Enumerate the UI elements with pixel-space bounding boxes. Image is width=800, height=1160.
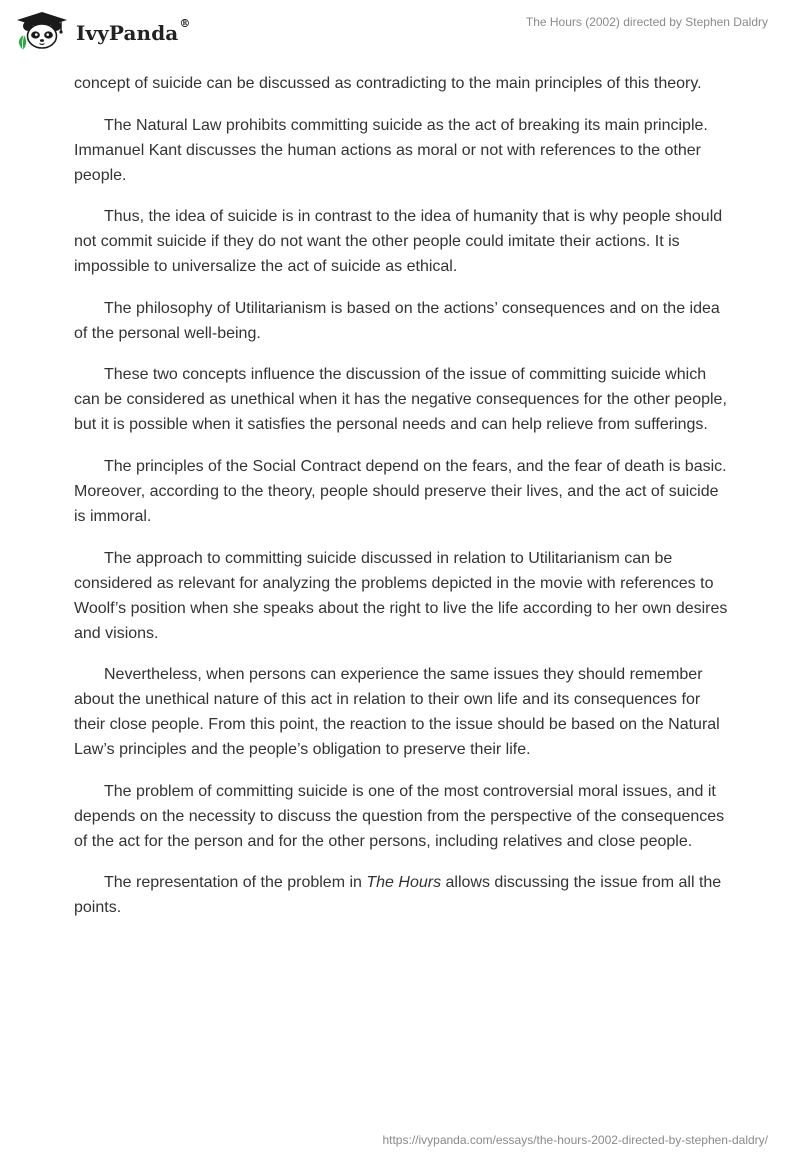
essay-body [74,71,734,937]
paragraph-text: allows discussing the issue from all the points. [74,874,722,917]
paragraph: Nevertheless, when persons can experience the same issues they should remember about the unethical nature of this act in relation to their own life and its consequences for their close people. From this point, the reaction to the issue should be based on the Natural Law’s principles and the people’s obligation to preserve their life. [74,666,720,759]
paragraph: The approach to committing suicide discussed in relation to Utilitarianism can be considered as relevant for analyzing the problems depicted in the movie with references to Woolf’s position when she speaks about the right to live the life according to her own desires and visions. [74,549,728,642]
paragraph-text: The representation of the problem in [104,874,367,892]
source-url-link[interactable]: https://ivypanda.com/essays/the-hours-2002-directed-by-stephen-daldry/ [382,1133,768,1147]
paragraph-continued: concept of suicide can be discussed as contradicting to the main principles of this theory. [74,75,702,92]
ivypanda-logo[interactable] [14,8,190,54]
paragraph: The philosophy of Utilitarianism is based on the actions’ consequences and on the idea of the personal well-being. [74,299,720,342]
brand-name: IvyPanda® [76,17,191,45]
paragraph-conclusion [74,870,734,920]
panda-graduate-icon [14,11,70,51]
paragraph: The principles of the Social Contract depend on the fears, and the fear of death is basic. Moreover, according to the theory, people should preserve their lives, and the act of suicide is immoral. [74,457,727,525]
document-title: The Hours (2002) directed by Stephen Daldry [525,15,768,29]
paragraph: These two concepts influence the discussion of the issue of committing suicide which can be considered as unethical when it has the negative consequences for the other people, but it is possible when it satisfies the personal needs and can help relieve from sufferings. [74,366,727,434]
film-title: The Hours [366,874,442,892]
paragraph: The problem of committing suicide is one of the most controversial moral issues, and it depends on the necessity to discuss the question from the perspective of the consequences of the act for the person and for the other persons, including relatives and close people. [74,782,725,850]
paragraph: Thus, the idea of suicide is in contrast to the idea of humanity that is why people should not commit suicide if they do not want the other people could imitate their actions. It is impossible to universalize the act of suicide as ethical. [74,208,723,276]
paragraph: The Natural Law prohibits committing suicide as the act of breaking its main principle. Immanuel Kant discusses the human actions as moral or not with references to the other people. [74,116,708,184]
